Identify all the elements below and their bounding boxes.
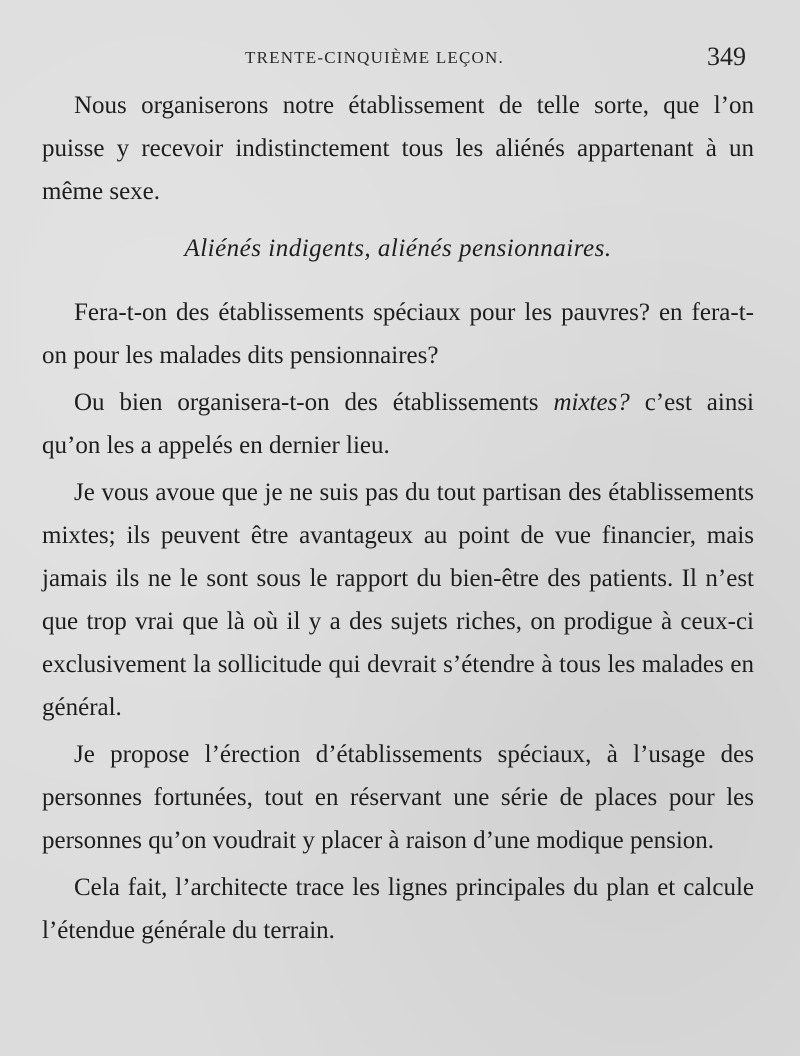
paragraph-1: Nous organiserons notre établissement de telle sorte, que l’on puisse y recevoir indistinctement tous les aliénés appartenant à un même sexe. [42, 92, 754, 205]
paragraph-2: Fera-t-on des établissements spéciaux pour les pauvres? en fera-t-on pour les malades dits pensionnaires? [42, 299, 754, 369]
running-title: TRENTE-CINQUIÈME LEÇON. [245, 48, 504, 67]
paragraph-3 [42, 381, 754, 467]
paragraph-3-text-end: c’est ainsi qu’on les a appelés en dernier lieu. [42, 389, 754, 459]
section-subheading: Aliénés indigents, aliénés pensionnaires. [184, 235, 612, 262]
paragraph-5: Je propose l’érection d’établissements spéciaux, à l’usage des personnes fortunées, tout en réservant une série de places pour les personnes qu’on voudrait y placer à raison d’une modique pension. [42, 741, 754, 854]
paragraph-3-italic-term: mixtes? [553, 389, 630, 416]
body-text [42, 84, 754, 952]
running-head [40, 42, 760, 76]
paragraph-4: Je vous avoue que je ne suis pas du tout partisan des établissements mixtes; ils peuvent être avantageux au point de vue financier, mais jamais ils ne le sont sous le rapport du bien-être des patients. Il n’est que trop vrai que là où il y a des sujets riches, on prodigue à ceux-ci exclusivement la sollicitude qui devrait s’étendre à tous les malades en général. [42, 479, 754, 721]
paragraph-3-text-start: Ou bien organisera-t-on des établissements [74, 389, 554, 416]
page-number: 349 [707, 42, 746, 71]
paragraph-6: Cela fait, l’architecte trace les lignes principales du plan et calcule l’étendue générale du terrain. [42, 874, 754, 944]
